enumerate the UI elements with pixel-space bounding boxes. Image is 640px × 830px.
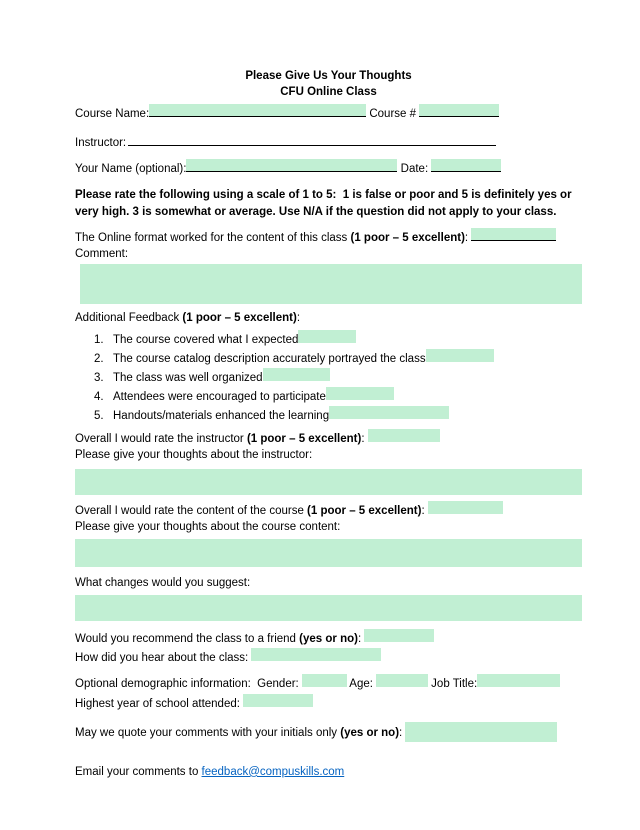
email-row	[75, 764, 582, 780]
recommend-field[interactable]	[364, 629, 434, 642]
course-name-row	[75, 104, 582, 122]
demographic-row	[75, 674, 582, 692]
comment-textarea[interactable]	[80, 264, 582, 304]
scale-bold-text: (1 poor – 5 excellent)	[246, 432, 362, 445]
list-item	[94, 330, 582, 349]
list-item-text: The course catalog description accurately portrayed the class	[113, 352, 426, 365]
rating-field-3[interactable]	[263, 368, 330, 381]
comment-label: Comment:	[75, 247, 129, 260]
demographic-label: Optional demographic information: Gender:	[75, 677, 299, 690]
rating-instructions: Please rate the following using a scale of 1 to 5: 1 is false or poor and 5 is definitely yes or very high. 3 is somewhat or average. Use N/A if the question did not apply to your class.	[75, 189, 572, 218]
list-item	[94, 349, 582, 368]
list-item-text: The course covered what I expected	[113, 333, 299, 346]
doc-title-line2: CFU Online Class	[280, 86, 377, 99]
course-rate-label: Overall I would rate the content of the course	[75, 505, 308, 518]
age-field[interactable]	[376, 674, 428, 687]
your-name-row	[75, 159, 582, 177]
list-item	[94, 368, 582, 387]
list-item-text: Attendees were encouraged to participate	[113, 390, 326, 403]
scale-bold-text: (1 poor – 5 excellent)	[350, 231, 465, 244]
email-link[interactable]: feedback@compuskills.com	[201, 765, 345, 778]
instructor-thoughts-label: Please give your thoughts about the instructor:	[75, 449, 313, 462]
school-field[interactable]	[243, 694, 313, 707]
yes-no-bold-text: (yes or no)	[340, 726, 400, 739]
hear-field[interactable]	[251, 648, 381, 661]
list-number: 2.	[94, 352, 104, 365]
list-number: 3.	[94, 371, 104, 384]
instructor-rate-label: Overall I would rate the instructor	[75, 432, 247, 445]
rating-field-2[interactable]	[426, 349, 494, 362]
hear-label: How did you hear about the class:	[75, 651, 249, 664]
list-item	[94, 406, 582, 425]
list-item-text: Handouts/materials enhanced the learning	[113, 409, 330, 422]
list-number: 1.	[94, 333, 104, 346]
course-rate-row	[75, 501, 582, 519]
course-name-label: Course Name:	[75, 108, 150, 121]
course-number-label: Course #	[369, 108, 417, 121]
list-number: 5.	[94, 409, 104, 422]
recommend-row	[75, 629, 582, 647]
online-format-field[interactable]	[471, 228, 556, 241]
job-title-field[interactable]	[477, 674, 560, 687]
your-name-label: Your Name (optional):	[75, 163, 187, 176]
instructor-rate-field[interactable]	[368, 429, 440, 442]
colon-text: :	[296, 311, 301, 324]
colon-text: :	[464, 231, 469, 244]
instructor-label: Instructor:	[75, 137, 127, 150]
online-format-row	[75, 228, 582, 246]
school-row	[75, 694, 582, 712]
course-name-field[interactable]	[149, 104, 366, 117]
list-item-text: The class was well organized	[113, 371, 263, 384]
additional-feedback-label: Additional Feedback	[75, 311, 183, 324]
colon-text: :	[421, 505, 425, 518]
email-label: Email your comments to	[75, 765, 202, 778]
yes-no-bold-text: (yes or no)	[299, 633, 358, 646]
rating-field-1[interactable]	[298, 330, 356, 343]
quote-field[interactable]	[405, 722, 557, 742]
colon-text: :	[357, 633, 362, 646]
course-number-field[interactable]	[419, 104, 499, 117]
online-format-label: The Online format worked for the content of this class	[75, 231, 351, 244]
colon-text: :	[399, 726, 403, 739]
date-field[interactable]	[431, 159, 501, 172]
colon-text: :	[361, 432, 365, 445]
list-number: 4.	[94, 390, 104, 403]
recommend-label: Would you recommend the class to a friend	[75, 633, 300, 646]
changes-textarea[interactable]	[75, 595, 582, 621]
quote-label: May we quote your comments with your initials only	[75, 726, 341, 739]
date-label: Date:	[400, 163, 429, 176]
quote-row	[75, 722, 582, 742]
course-rate-field[interactable]	[428, 501, 503, 514]
instructor-field[interactable]	[128, 134, 496, 146]
course-thoughts-textarea[interactable]	[75, 539, 582, 567]
changes-label: What changes would you suggest:	[75, 577, 251, 590]
your-name-field[interactable]	[186, 159, 397, 172]
list-item	[94, 387, 582, 406]
additional-feedback-row	[75, 310, 582, 326]
instructor-row	[75, 134, 582, 151]
job-title-label: Job Title:	[431, 677, 478, 690]
instructor-thoughts-textarea[interactable]	[75, 469, 582, 495]
doc-title-line1: Please Give Us Your Thoughts	[245, 70, 412, 82]
instructor-rate-row	[75, 429, 582, 447]
school-label: Highest year of school attended:	[75, 697, 240, 710]
rating-field-5[interactable]	[329, 406, 449, 419]
age-label: Age:	[349, 677, 373, 690]
hear-row	[75, 648, 582, 666]
rating-field-4[interactable]	[326, 387, 394, 400]
course-thoughts-label: Please give your thoughts about the course content:	[75, 521, 341, 534]
gender-field[interactable]	[302, 674, 347, 687]
scale-bold-text: (1 poor – 5 excellent)	[307, 505, 422, 518]
scale-bold-text: (1 poor – 5 excellent)	[182, 311, 297, 324]
